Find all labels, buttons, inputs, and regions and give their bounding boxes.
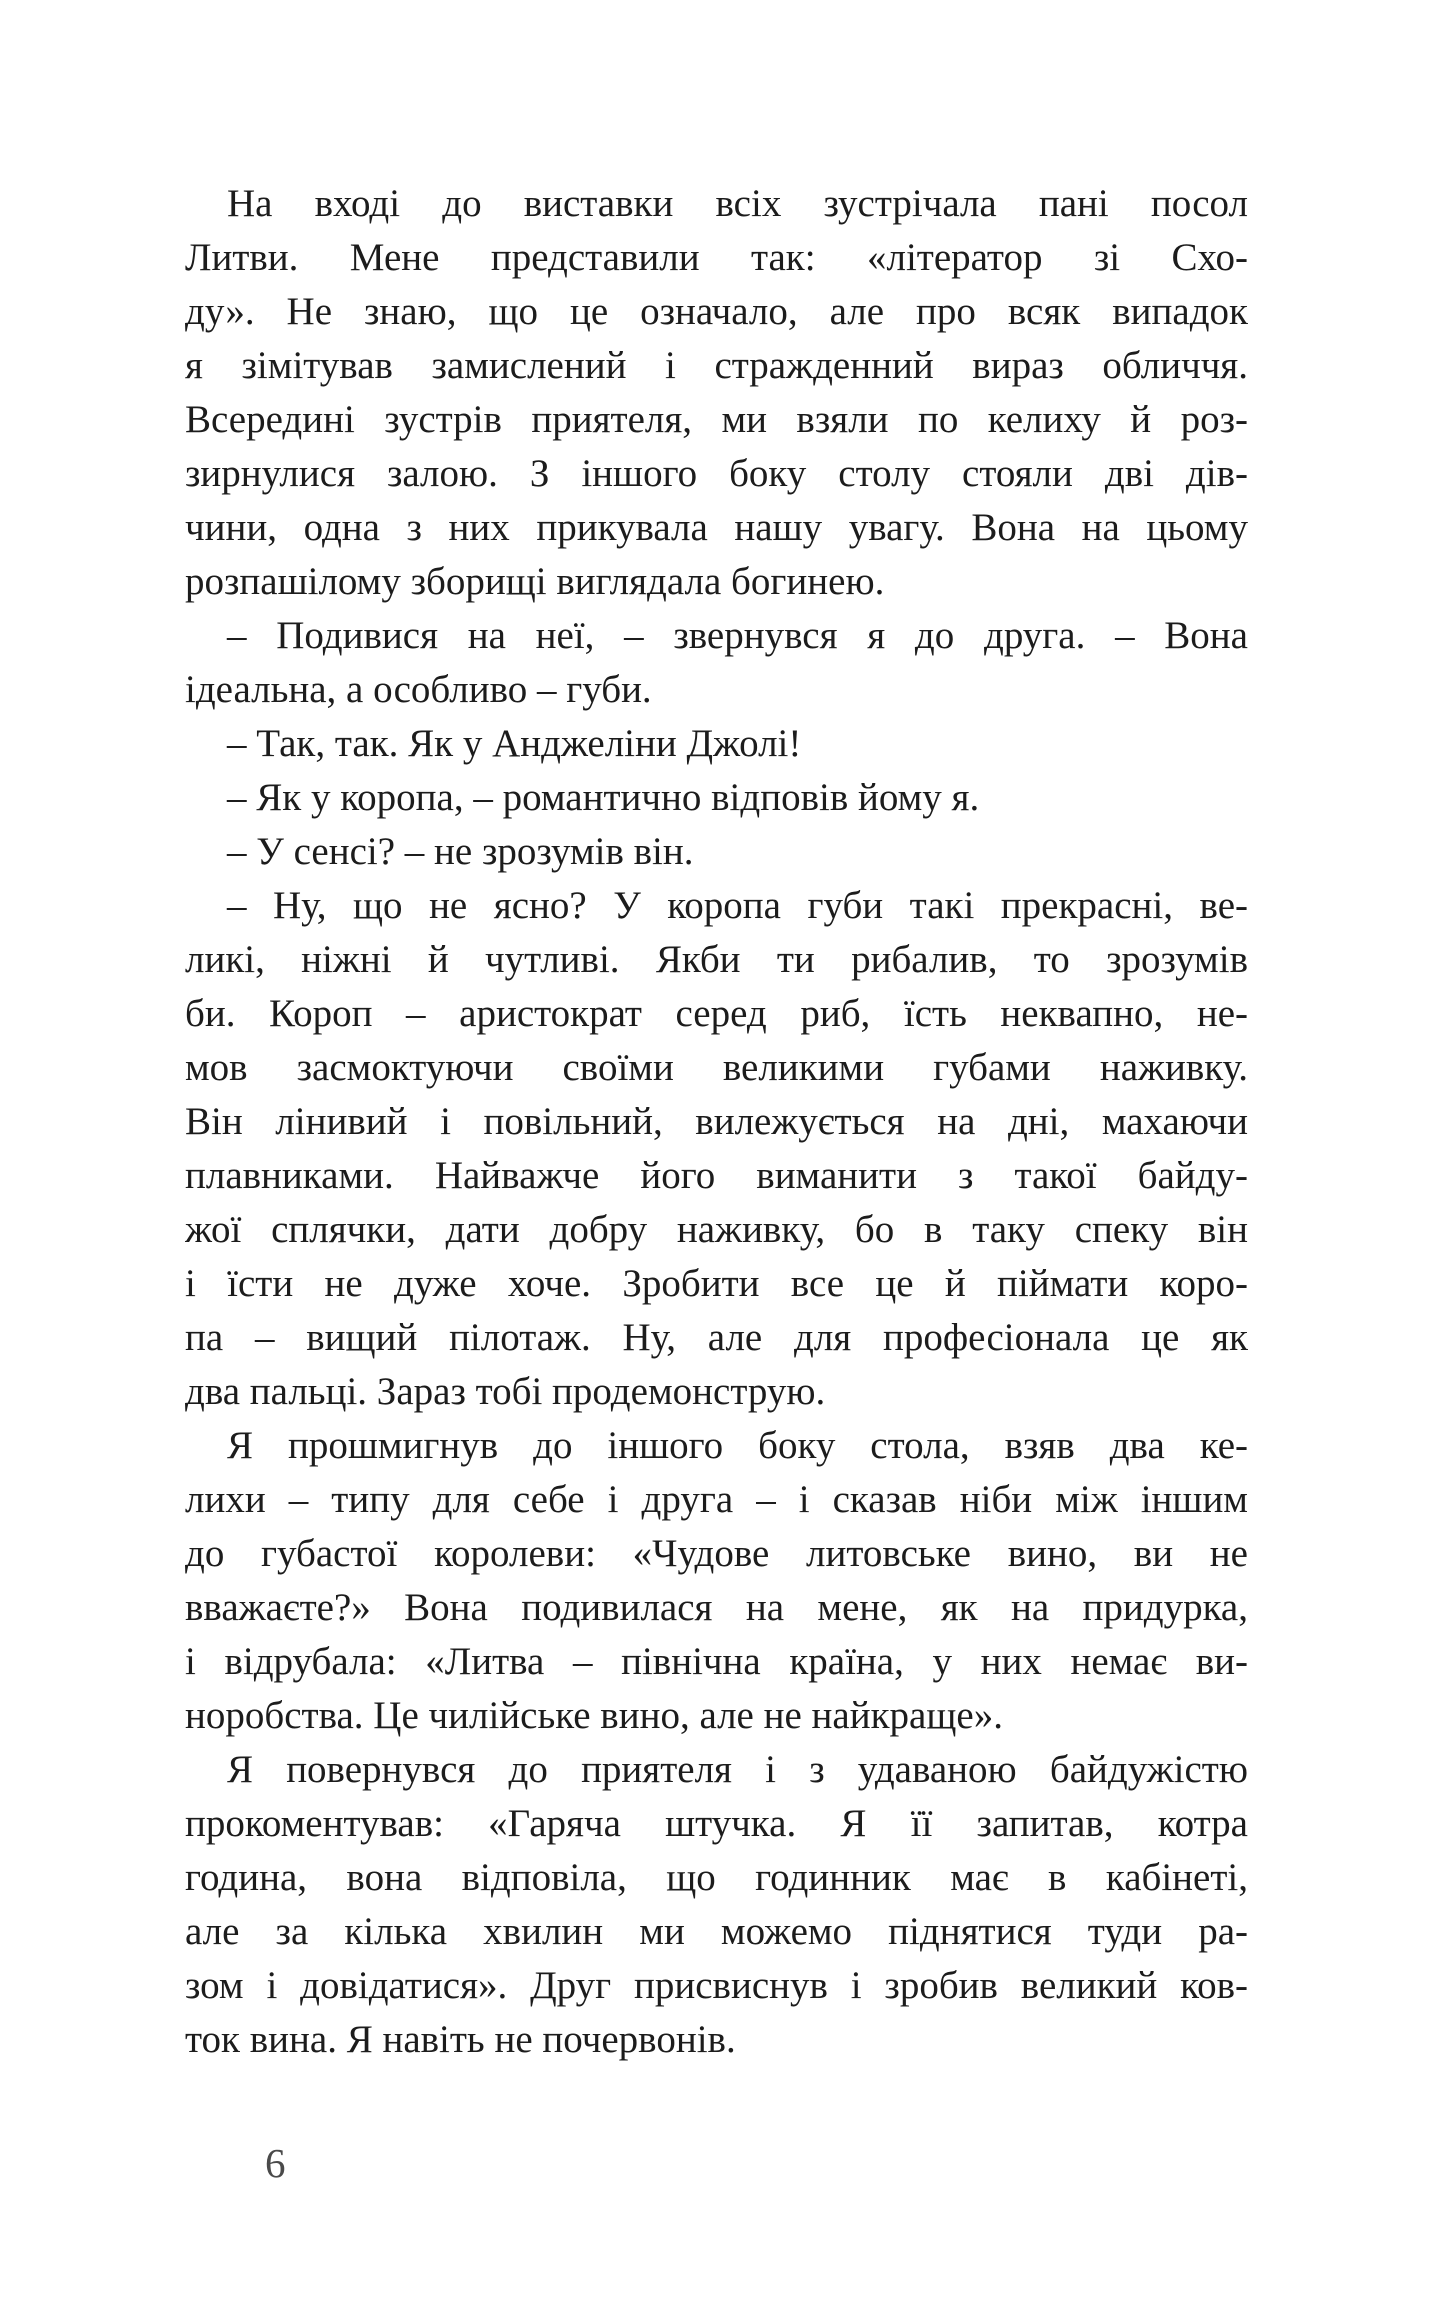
text-line: два пальці. Зараз тобі продемонструю. bbox=[185, 1370, 826, 1413]
text-line: прокоментував: «Гаряча штучка. Я її запитав, котра bbox=[185, 1802, 1248, 1845]
text-line: Всередині зустрів приятеля, ми взяли по келиху й роз- bbox=[185, 398, 1248, 441]
text-line: Литви. Мене представили так: «літератор зі Схо- bbox=[185, 236, 1248, 279]
text-line: зом і довідатися». Друг присвиснув і зробив великий ков- bbox=[185, 1964, 1248, 2007]
text-line: – Ну, що не ясно? У коропа губи такі прекрасні, ве- bbox=[227, 884, 1248, 927]
text-line: – Подивися на неї, – звернувся я до друга. – Вона bbox=[227, 614, 1248, 657]
text-line: ликі, ніжні й чутливі. Якби ти рибалив, то зрозумів bbox=[185, 938, 1248, 981]
text-line: ідеальна, а особливо – губи. bbox=[185, 668, 652, 711]
text-line: ток вина. Я навіть не почервонів. bbox=[185, 2018, 736, 2061]
text-line: і відрубала: «Литва – північна країна, у них немає ви- bbox=[185, 1640, 1248, 1683]
page-number: 6 bbox=[265, 2140, 286, 2186]
text-line: лихи – типу для себе і друга – і сказав ніби між іншим bbox=[185, 1478, 1248, 1521]
text-line: – У сенсі? – не зрозумів він. bbox=[227, 830, 694, 873]
text-line: чини, одна з них прикувала нашу увагу. Вона на цьому bbox=[185, 506, 1248, 549]
text-line: Я прошмигнув до іншого боку стола, взяв два ке- bbox=[227, 1424, 1248, 1467]
text-line: жої сплячки, дати добру наживку, бо в таку спеку він bbox=[185, 1208, 1248, 1251]
page-text bbox=[185, 177, 1248, 2067]
text-line: вважаєте?» Вона подивилася на мене, як на придурка, bbox=[185, 1586, 1248, 1629]
text-line: година, вона відповіла, що годинник має в кабінеті, bbox=[185, 1856, 1248, 1899]
text-line: я зімітував замислений і стражденний вираз обличчя. bbox=[185, 344, 1248, 387]
text-line: розпашілому зборищі виглядала богинею. bbox=[185, 560, 885, 603]
text-line: па – вищий пілотаж. Ну, але для професіонала це як bbox=[185, 1316, 1248, 1359]
text-line: і їсти не дуже хоче. Зробити все це й піймати коро- bbox=[185, 1262, 1248, 1305]
text-line: На вході до виставки всіх зустрічала пані посол bbox=[227, 182, 1248, 225]
text-line: Я повернувся до приятеля і з удаваною байдужістю bbox=[227, 1748, 1248, 1791]
text-line: ду». Не знаю, що це означало, але про всяк випадок bbox=[185, 290, 1248, 333]
text-line: би. Короп – аристократ серед риб, їсть неквапно, не- bbox=[185, 992, 1248, 1035]
text-line: до губастої королеви: «Чудове литовське вино, ви не bbox=[185, 1532, 1248, 1575]
text-line: норобства. Це чилійське вино, але не найкраще». bbox=[185, 1694, 1003, 1737]
text-line: – Так, так. Як у Анджеліни Джолі! bbox=[227, 722, 802, 765]
text-line: Він лінивий і повільний, вилежується на дні, махаючи bbox=[185, 1100, 1248, 1143]
text-line: мов засмоктуючи своїми великими губами наживку. bbox=[185, 1046, 1248, 1089]
text-line: – Як у коропа, – романтично відповів йому я. bbox=[227, 776, 980, 819]
text-line: зирнулися залою. З іншого боку столу стояли дві дів- bbox=[185, 452, 1248, 495]
text-line: плавниками. Найважче його виманити з такої байду- bbox=[185, 1154, 1248, 1197]
text-line: але за кілька хвилин ми можемо піднятися туди ра- bbox=[185, 1910, 1248, 1953]
